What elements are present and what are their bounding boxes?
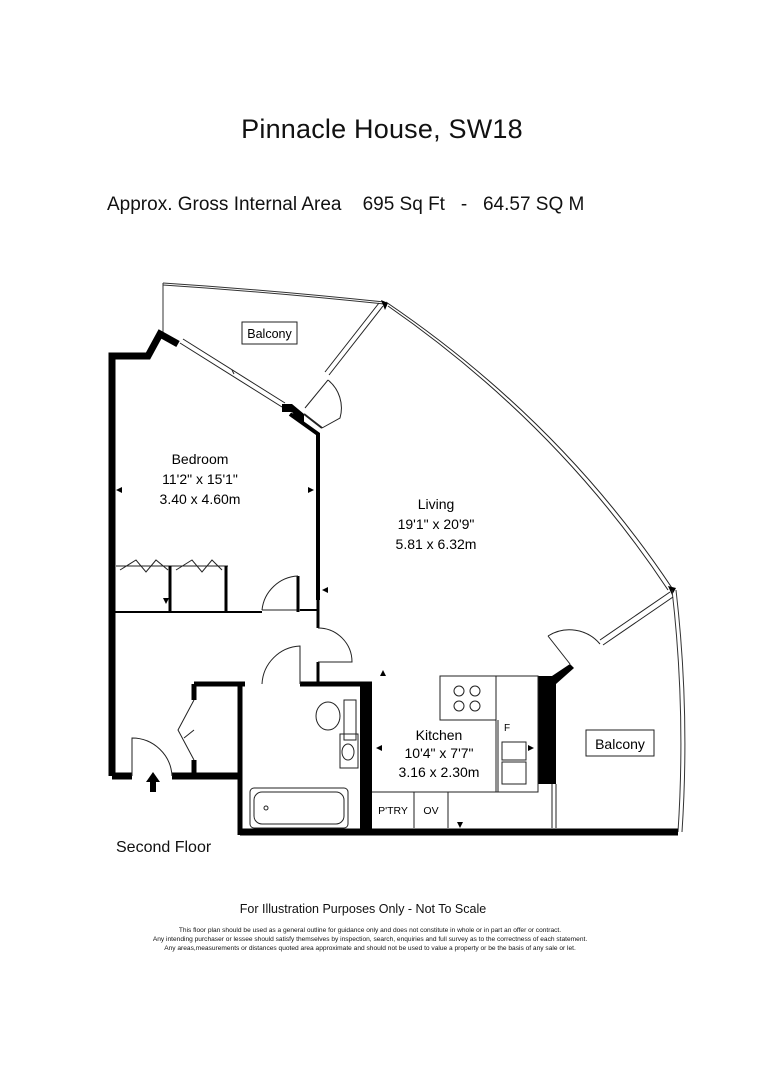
area-separator: - [460, 194, 468, 215]
top-balcony-outline [163, 283, 384, 302]
kitchen-label [399, 727, 480, 780]
disclaimer-line: This floor plan should be used as a general outline for guidance only and does not constitute in whole or in part an offer or contract. [178, 927, 562, 934]
area-sqft: 695 Sq Ft [362, 194, 445, 215]
living-imperial: 19'1" x 20'9" [397, 516, 475, 532]
page-title: Pinnacle House, SW18 [241, 114, 523, 144]
oven-label: OV [423, 805, 439, 817]
area-sqm: 64.57 SQ M [482, 194, 585, 215]
pantry-label: P'TRY [378, 805, 408, 817]
balcony-top-label: Balcony [247, 327, 292, 341]
illustration-note: For Illustration Purposes Only - Not To Scale [239, 902, 487, 916]
floor-label: Second Floor [116, 839, 212, 856]
disclaimer-line: Any intending purchaser or lessee should satisfy themselves by inspection, search, enquiries and full survey as to the correctness of each statement. [152, 936, 588, 943]
bedroom-label [160, 451, 241, 507]
bedroom-imperial: 11'2" x 15'1" [162, 471, 238, 487]
balcony-right-label: Balcony [595, 736, 645, 752]
kitchen-metric: 3.16 x 2.30m [398, 764, 480, 780]
disclaimer-line: Any areas,measurements or distances quoted area approximate and should not be used to value a property or be the basis of any sale or let. [164, 945, 576, 952]
balcony-top-label-box [242, 322, 297, 344]
kitchen-name: Kitchen [415, 727, 463, 743]
living-metric: 5.81 x 6.32m [395, 536, 477, 552]
bedroom-name: Bedroom [171, 451, 229, 467]
living-label [396, 496, 477, 552]
west-wall [112, 334, 178, 776]
living-name: Living [417, 496, 455, 512]
balcony-right-label-box [586, 730, 654, 756]
area-label: Approx. Gross Internal Area [107, 194, 342, 215]
entrance-arrow-icon [146, 772, 160, 792]
fridge-label: F [503, 723, 511, 734]
bedroom-metric: 3.40 x 4.60m [159, 491, 241, 507]
kitchen-imperial: 10'4" x 7'7" [404, 745, 474, 761]
disclaimer [90, 926, 650, 953]
